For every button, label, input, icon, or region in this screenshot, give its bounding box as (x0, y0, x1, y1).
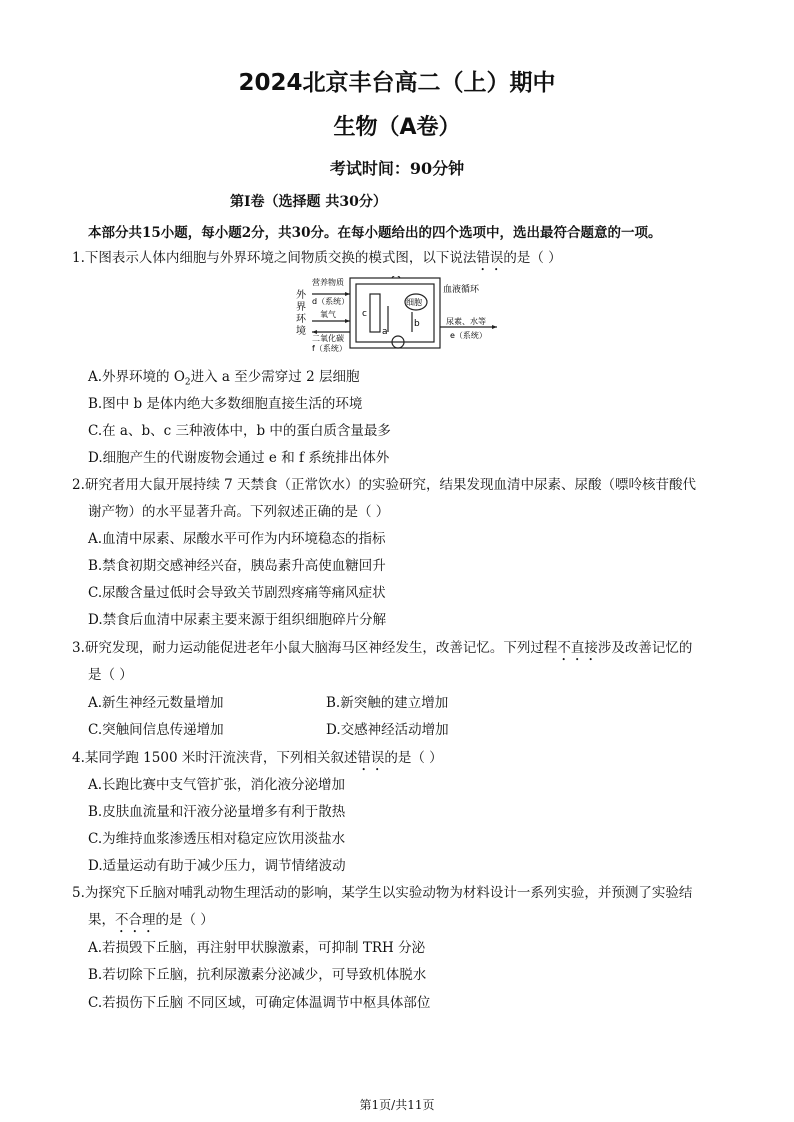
section-title: 第I卷（选择题 共30分） (230, 194, 387, 210)
diagram-label-f-system: f（系统） (312, 344, 347, 353)
diagram-label-e-system: e（系统） (450, 331, 487, 340)
diagram-label-co2: 二氧化碳 (312, 334, 344, 343)
question-5-stem-line2: 果，不合理的是（ ） (88, 912, 214, 928)
question-4-option-c: C.为维持血浆渗透压相对稳定应饮用淡盐水 (88, 831, 346, 847)
diagram-label-oxygen: 氧气 (320, 310, 336, 319)
question-2-option-b: B.禁食初期交感神经兴奋，胰岛素升高使血糖回升 (88, 558, 386, 574)
page-footer: 第1页/共11页 (359, 1098, 435, 1112)
question-4-option-a: A.长跑比赛中支气管扩张，消化液分泌增加 (88, 777, 346, 793)
question-3-option-d: D.交感神经活动增加 (326, 722, 449, 738)
diagram-label-d-system: d（系统） (312, 297, 350, 306)
question-4-option-d: D.适量运动有助于减少压力，调节情绪波动 (88, 858, 346, 874)
question-1-option-c: C.在 a、b、c 三种液体中，b 中的蛋白质含量最多 (88, 423, 391, 439)
emphasis-text: 错误 (357, 750, 385, 766)
question-3-stem-line1: 3.研究发现，耐力运动能促进老年小鼠大脑海马区神经发生，改善记忆。下列过程不直接涉及改善记忆的 (72, 640, 693, 656)
emphasis-text: 不合理 (115, 912, 156, 928)
diagram-label-c: c (362, 309, 367, 319)
question-1-option-d: D.细胞产生的代谢废物会通过 e 和 f 系统排出体外 (88, 450, 390, 466)
question-5-stem-line1: 5.为探究下丘脑对哺乳动物生理活动的影响，某学生以实验动物为材料设计一系列实验，并预测了实验结 (72, 885, 693, 901)
diagram-label-a: a (382, 327, 388, 337)
emphasis-text: 错误 (476, 250, 504, 266)
lymph-vessel-c (370, 294, 380, 332)
diagram-label-outside-4: 境 (296, 326, 306, 337)
question-2-option-c: C.尿酸含量过低时会导致关节剧烈疼痛等痛风症状 (88, 585, 386, 601)
exam-time: 考试时间：90分钟 (329, 159, 465, 178)
question-1-stem: 1.下图表示人体内细胞与外界环境之间物质交换的模式图，以下说法错误的是（ ） (72, 250, 562, 266)
question-4-option-b: B.皮肤血流量和汗液分泌量增多有利于散热 (88, 804, 346, 820)
diagram-label-outside-3: 环 (296, 314, 306, 325)
diagram-label-blood: 血液循环 (443, 285, 480, 295)
diagram-label-b: b (414, 319, 420, 329)
section-intro: 本部分共15小题，每小题2分，共30分。在每小题给出的四个选项中，选出最符合题意的一项。 (88, 225, 662, 241)
diagram-label-nutrients: 营养物质 (312, 278, 344, 287)
diagram-label-outside-1: 外 (296, 290, 306, 301)
question-1-option-a: A.外界环境的 $O_2$进入 a 至少需穿过 2 层细胞 (88, 369, 360, 388)
question-3-stem-line2: 是（ ） (88, 667, 133, 683)
exchange-diagram (292, 276, 512, 356)
question-3-option-c: C.突触间信息传递增加 (88, 722, 224, 738)
question-2-stem-line2: 谢产物）的水平显著升高。下列叙述正确的是（ ） (88, 504, 390, 520)
diagram-label-outside-2: 界 (296, 302, 306, 313)
question-5-option-a: A.若损毁下丘脑，再注射甲状腺激素，可抑制 TRH 分泌 (88, 940, 426, 956)
question-3-option-b: B.新突触的建立增加 (326, 695, 449, 711)
exam-subject: 生物（A卷） (333, 115, 461, 140)
exam-title: 2024北京丰台高二（上）期中 (238, 70, 556, 96)
question-2-stem-line1: 2.研究者用大鼠开展持续 7 天禁食（正常饮水）的实验研究，结果发现血清中尿素、尿酸（嘌呤核苷酸代 (72, 477, 697, 493)
emphasis-text: 不直接 (557, 640, 598, 656)
diagram-label-urea: 尿素、水等 (446, 317, 486, 326)
question-3-option-a: A.新生神经元数量增加 (88, 695, 224, 711)
question-4-stem: 4.某同学跑 1500 米时汗流浃背，下列相关叙述错误的是（ ） (72, 750, 443, 766)
diagram-label-cell: 细胞 (406, 298, 422, 307)
question-2-option-d: D.禁食后血清中尿素主要来源于组织细胞碎片分解 (88, 612, 387, 628)
body-inner-box (356, 284, 434, 342)
question-1-option-b: B.图中 b 是体内绝大多数细胞直接生活的环境 (88, 396, 363, 412)
question-5-option-b: B.若切除下丘脑，抗利尿激素分泌减少，可导致机体脱水 (88, 967, 427, 983)
question-2-option-a: A.血清中尿素、尿酸水平可作为内环境稳态的指标 (88, 531, 386, 547)
question-5-option-c: C.若损伤下丘脑 不同区域，可确定体温调节中枢具体部位 (88, 995, 431, 1011)
